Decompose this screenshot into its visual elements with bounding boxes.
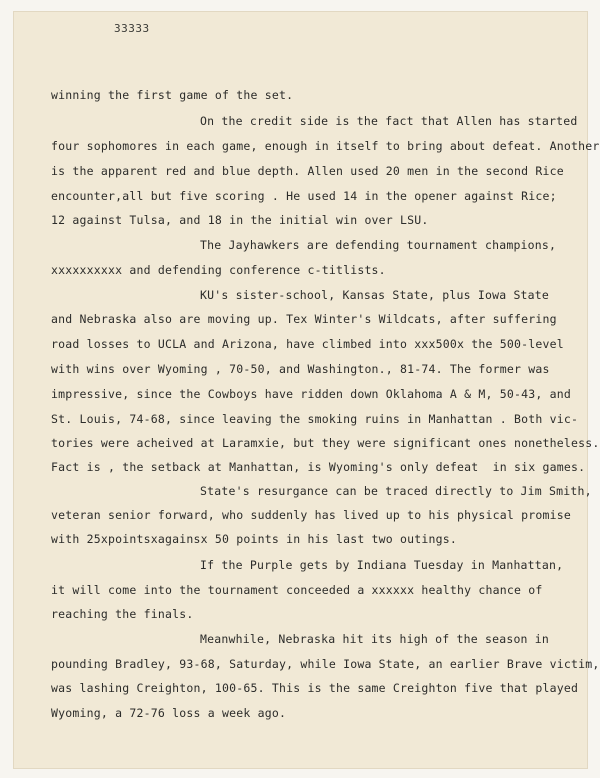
document-page bbox=[14, 12, 600, 768]
text-line: St. Louis, 74-68, since leaving the smoking ruins in Manhattan . Both vic- bbox=[51, 412, 579, 426]
text-line: is the apparent red and blue depth. Allen used 20 men in the second Rice bbox=[51, 164, 564, 178]
text-line: pounding Bradley, 93-68, Saturday, while Iowa State, an earlier Brave victim, bbox=[51, 657, 600, 671]
text-line: reaching the finals. bbox=[51, 607, 194, 621]
page-number: 33333 bbox=[114, 22, 150, 35]
text-line: tories were acheived at Laramxie, but they were significant ones nonetheless. bbox=[51, 436, 600, 450]
text-line: impressive, since the Cowboys have ridden down Oklahoma A & M, 50-43, and bbox=[51, 387, 572, 401]
text-line: and Nebraska also are moving up. Tex Winter's Wildcats, after suffering bbox=[51, 312, 557, 326]
text-line: Meanwhile, Nebraska hit its high of the season in bbox=[200, 632, 550, 646]
text-line: it will come into the tournament conceeded a xxxxxx healthy chance of bbox=[51, 583, 543, 597]
text-line: veteran senior forward, who suddenly has lived up to his physical promise bbox=[51, 508, 572, 522]
text-line: KU's sister-school, Kansas State, plus Iowa State bbox=[200, 288, 550, 302]
text-line: four sophomores in each game, enough in itself to bring about defeat. Another bbox=[51, 139, 600, 153]
text-line: If the Purple gets by Indiana Tuesday in Manhattan, bbox=[200, 558, 564, 572]
text-line: encounter,all but five scoring . He used 14 in the opener against Rice; bbox=[51, 189, 557, 203]
text-line: was lashing Creighton, 100-65. This is the same Creighton five that played bbox=[51, 681, 579, 695]
text-line: with wins over Wyoming , 70-50, and Washington., 81-74. The former was bbox=[51, 362, 550, 376]
text-line: State's resurgance can be traced directly to Jim Smith, bbox=[200, 484, 592, 498]
text-line: winning the first game of the set. bbox=[51, 88, 294, 102]
text-line: Wyoming, a 72-76 loss a week ago. bbox=[51, 706, 287, 720]
text-line: xxxxxxxxxx and defending conference c-titlists. bbox=[51, 263, 386, 277]
text-line: 12 against Tulsa, and 18 in the initial win over LSU. bbox=[51, 213, 429, 227]
text-line: Fact is , the setback at Manhattan, is Wyoming's only defeat in six games. bbox=[51, 460, 586, 474]
text-line: with 25xpointsxagainsx 50 points in his last two outings. bbox=[51, 532, 458, 546]
text-line: road losses to UCLA and Arizona, have climbed into xxx500x the 500-level bbox=[51, 337, 564, 351]
text-line: On the credit side is the fact that Allen has started bbox=[200, 114, 578, 128]
text-line: The Jayhawkers are defending tournament champions, bbox=[200, 238, 557, 252]
